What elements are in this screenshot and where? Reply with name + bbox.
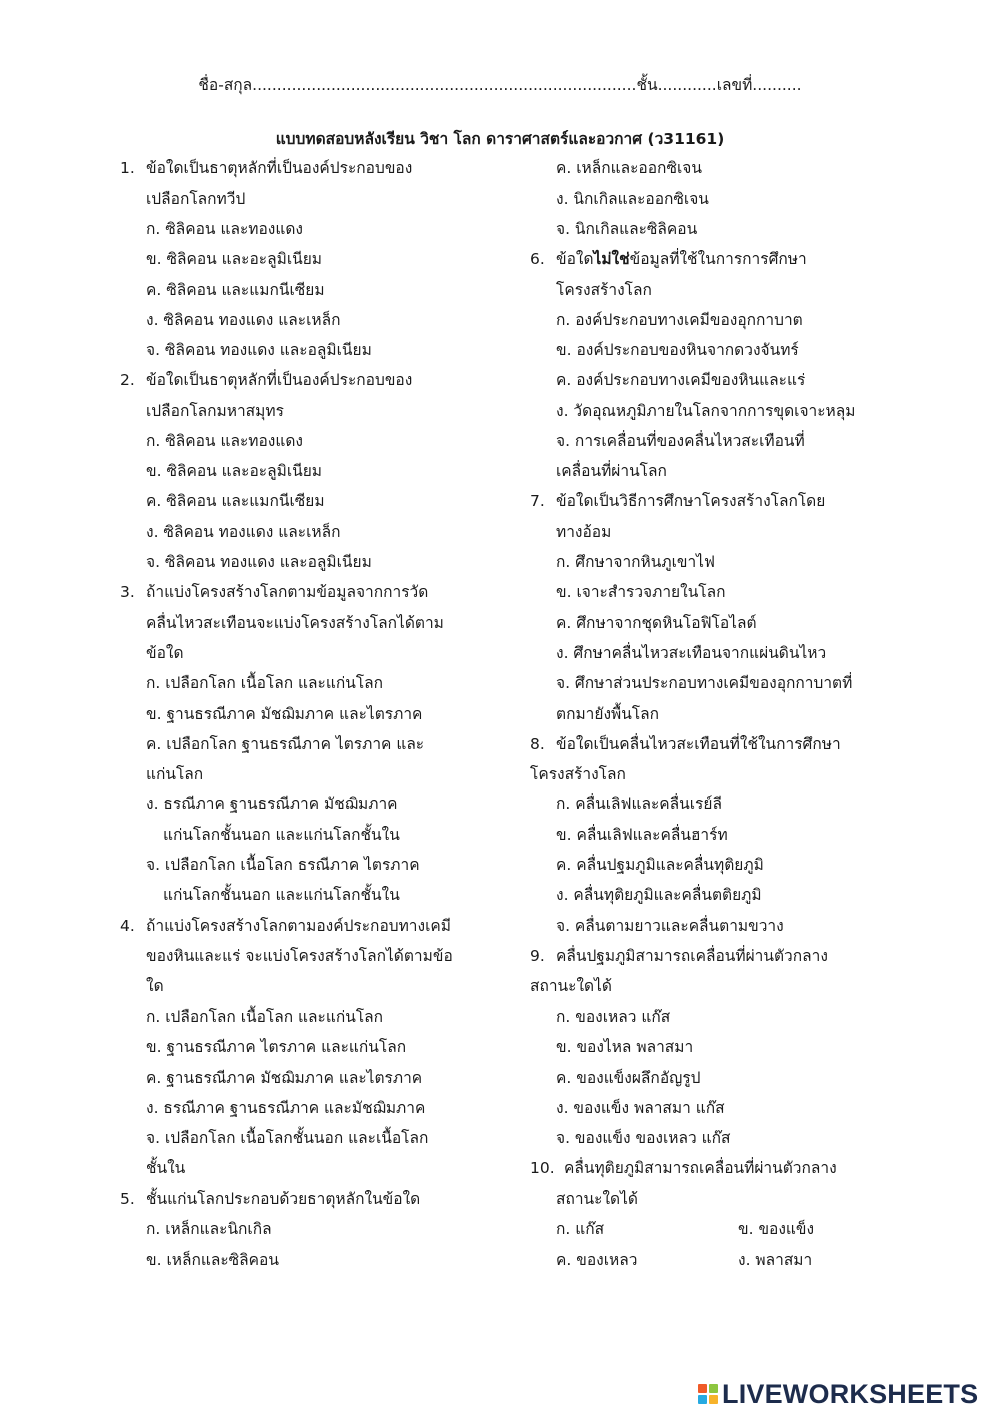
choice[interactable]: ข. องค์ประกอบของหินจากดวงจันทร์	[556, 341, 799, 359]
choice[interactable]: ข. ฐานธรณีภาค ไตรภาค และแก่นโลก	[146, 1038, 407, 1056]
question-text: ทางอ้อม	[556, 523, 612, 541]
page-title: แบบทดสอบหลังเรียน วิชา โลก ดาราศาสตร์และอวกาศ (ว31161)	[275, 130, 725, 148]
question-text: คลื่นปฐมภูมิสามารถเคลื่อนที่ผ่านตัวกลาง	[556, 947, 828, 965]
question-number: 6.	[530, 250, 545, 268]
choice[interactable]: จ. เปลือกโลก เนื้อโลกชั้นนอก และเนื้อโลก	[146, 1129, 429, 1147]
choice[interactable]: ค. องค์ประกอบทางเคมีของหินและแร่	[556, 371, 806, 389]
question-number: 3.	[120, 583, 135, 601]
choice[interactable]: ข. ฐานธรณีภาค มัชฌิมภาค และไตรภาค	[146, 705, 423, 723]
choice[interactable]: ก. เปลือกโลก เนื้อโลก และแก่นโลก	[146, 674, 384, 692]
choice[interactable]: ค. ซิลิคอน และแมกนีเซียม	[146, 281, 325, 299]
choice[interactable]: ค. เปลือกโลก ฐานธรณีภาค ไตรภาค และ	[146, 735, 425, 753]
choice[interactable]: ง. พลาสมา	[738, 1251, 813, 1269]
question-text: ถ้าแบ่งโครงสร้างโลกตามข้อมูลจากการวัด	[146, 583, 429, 601]
question-text: ถ้าแบ่งโครงสร้างโลกตามองค์ประกอบทางเคมี	[146, 917, 451, 935]
choice[interactable]: ข. ของแข็ง	[738, 1220, 815, 1238]
question-text: ข้อใดเป็นธาตุหลักที่เป็นองค์ประกอบของ	[146, 159, 413, 177]
question-text: ข้อใดเป็นคลื่นไหวสะเทือนที่ใช้ในการศึกษา	[556, 735, 841, 753]
choice[interactable]: ก. แก๊ส	[556, 1220, 605, 1238]
question-number: 5.	[120, 1190, 135, 1208]
choice[interactable]: ง. นิกเกิลและออกซิเจน	[556, 190, 709, 208]
choice[interactable]: ง. ซิลิคอน ทองแดง และเหล็ก	[146, 523, 341, 541]
question-text: เปลือกโลกมหาสมุทร	[146, 402, 284, 420]
choice[interactable]: ก. องค์ประกอบทางเคมีของอุกกาบาต	[556, 311, 803, 329]
choice[interactable]: จ. นิกเกิลและซิลิคอน	[556, 220, 698, 238]
choice[interactable]: จ. เปลือกโลก เนื้อโลก ธรณีภาค ไตรภาค	[146, 856, 420, 874]
choice-continuation: แก่นโลกชั้นนอก และแก่นโลกชั้นใน	[163, 886, 400, 904]
question-text: สถานะใดได้	[530, 977, 612, 995]
question-number: 9.	[530, 947, 545, 965]
question-number: 8.	[530, 735, 545, 753]
choice[interactable]: ก. ซิลิคอน และทองแดง	[146, 432, 303, 450]
choice[interactable]: ก. เหล็กและนิกเกิล	[146, 1220, 272, 1238]
choice[interactable]: ค. ซิลิคอน และแมกนีเซียม	[146, 492, 325, 510]
choice[interactable]: ก. ศึกษาจากหินภูเขาไฟ	[556, 553, 715, 571]
liveworksheets-logo	[698, 1379, 978, 1409]
choice[interactable]: ค. เหล็กและออกซิเจน	[556, 159, 702, 177]
question-text: สถานะใดได้	[556, 1190, 638, 1208]
choice-continuation: เคลื่อนที่ผ่านโลก	[556, 462, 667, 480]
logo-grid-icon	[698, 1384, 718, 1404]
choice[interactable]: ก. เปลือกโลก เนื้อโลก และแก่นโลก	[146, 1008, 384, 1026]
choice[interactable]: จ. ของแข็ง ของเหลว แก๊ส	[556, 1129, 731, 1147]
choice[interactable]: ง. ศึกษาคลื่นไหวสะเทือนจากแผ่นดินไหว	[556, 644, 827, 662]
choice[interactable]: ค. ของแข็งผลึกอัญรูป	[556, 1069, 701, 1087]
choice[interactable]: จ. ศึกษาส่วนประกอบทางเคมีของอุกกาบาตที่	[556, 674, 853, 692]
question-text: โครงสร้างโลก	[530, 765, 626, 783]
question-text: ข้อใด	[146, 644, 184, 662]
question-text: ข้อใดไม่ใช่ข้อมูลที่ใช้ในการการศึกษา	[556, 250, 807, 268]
question-number: 10.	[530, 1159, 555, 1177]
choice[interactable]: ข. ของไหล พลาสมา	[556, 1038, 694, 1056]
question-text: โครงสร้างโลก	[556, 281, 652, 299]
question-number: 1.	[120, 159, 135, 177]
choice[interactable]: ง. วัดอุณหภูมิภายในโลกจากการขุดเจาะหลุม	[556, 402, 856, 420]
choice[interactable]: ง. ธรณีภาค ฐานธรณีภาค มัชฌิมภาค	[146, 795, 398, 813]
choice[interactable]: จ. ซิลิคอน ทองแดง และอลูมิเนียม	[146, 341, 372, 359]
choice[interactable]: จ. การเคลื่อนที่ของคลื่นไหวสะเทือนที่	[556, 432, 805, 450]
choice[interactable]: ข. ซิลิคอน และอะลูมิเนียม	[146, 462, 323, 480]
question-text: คลื่นไหวสะเทือนจะแบ่งโครงสร้างโลกได้ตาม	[146, 614, 444, 632]
question-text: ชั้นแก่นโลกประกอบด้วยธาตุหลักในข้อใด	[146, 1190, 421, 1208]
choice-continuation: ตกมายังพื้นโลก	[556, 705, 660, 723]
choice[interactable]: จ. คลื่นตามยาวและคลื่นตามขวาง	[556, 917, 784, 935]
choice[interactable]: จ. ซิลิคอน ทองแดง และอลูมิเนียม	[146, 553, 372, 571]
choice[interactable]: ข. คลื่นเลิฟและคลื่นฮาร์ท	[556, 826, 728, 844]
choice[interactable]: ก. ของเหลว แก๊ส	[556, 1008, 671, 1026]
question-text: ของหินและแร่ จะแบ่งโครงสร้างโลกได้ตามข้อ	[146, 947, 453, 965]
brand-name: LIVEWORKSHEETS	[722, 1378, 979, 1409]
question-number: 4.	[120, 917, 135, 935]
choice-continuation: ชั้นใน	[146, 1159, 186, 1177]
choice[interactable]: ง. ธรณีภาค ฐานธรณีภาค และมัชฌิมภาค	[146, 1099, 426, 1117]
choice[interactable]: ค. ของเหลว	[556, 1251, 638, 1269]
question-text: คลื่นทุติยภูมิสามารถเคลื่อนที่ผ่านตัวกลาง	[564, 1159, 837, 1177]
choice[interactable]: ง. คลื่นทุติยภูมิและคลื่นตติยภูมิ	[556, 886, 762, 904]
choice[interactable]: ก. คลื่นเลิฟและคลื่นเรย์ลี	[556, 795, 722, 813]
choice[interactable]: ข. เหล็กและซิลิคอน	[146, 1251, 279, 1269]
choice[interactable]: ข. ซิลิคอน และอะลูมิเนียม	[146, 250, 323, 268]
student-info-line: ชื่อ-สกุล..............................................................................ชั้น............เลขที่..........	[198, 76, 802, 94]
choice[interactable]: ค. คลื่นปฐมภูมิและคลื่นทุติยภูมิ	[556, 856, 764, 874]
question-number: 7.	[530, 492, 545, 510]
choice[interactable]: ก. ซิลิคอน และทองแดง	[146, 220, 303, 238]
question-text: ใด	[146, 977, 164, 995]
emphasis-not: ไม่ใช่	[593, 250, 630, 268]
question-text: ข้อใดเป็นวิธีการศึกษาโครงสร้างโลกโดย	[556, 492, 826, 510]
choice[interactable]: ค. ศึกษาจากชุดหินโอฟิโอไลต์	[556, 614, 757, 632]
choice[interactable]: ค. ฐานธรณีภาค มัชฌิมภาค และไตรภาค	[146, 1069, 423, 1087]
choice[interactable]: ง. ซิลิคอน ทองแดง และเหล็ก	[146, 311, 341, 329]
choice-continuation: แก่นโลก	[146, 765, 204, 783]
question-text: ข้อใดเป็นธาตุหลักที่เป็นองค์ประกอบของ	[146, 371, 413, 389]
question-text: เปลือกโลกทวีป	[146, 190, 246, 208]
choice[interactable]: ข. เจาะสำรวจภายในโลก	[556, 583, 726, 601]
choice-continuation: แก่นโลกชั้นนอก และแก่นโลกชั้นใน	[163, 826, 400, 844]
question-number: 2.	[120, 371, 135, 389]
choice[interactable]: ง. ของแข็ง พลาสมา แก๊ส	[556, 1099, 725, 1117]
